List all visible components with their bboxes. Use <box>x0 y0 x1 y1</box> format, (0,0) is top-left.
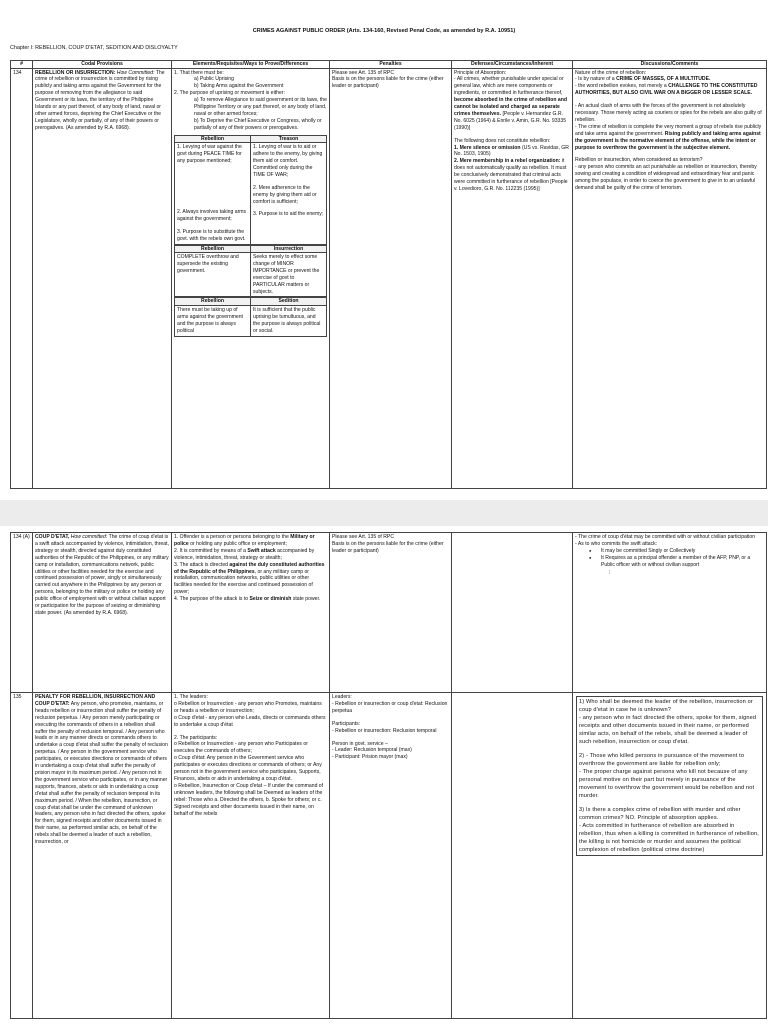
codal-provision: COUP D'ETAT, How committed: The crime of coup d'etat is a swift attack accompanied by violence, intimidation, threat, strategy or stealth, directed against duly constituted authorities of the Republic of the Philippines, or any military camp or installation, communications network, public utilities or other facilities needed for the exercise and continued possession of power, singly or simultaneously carried out anywhere in the Philippines by any person or persons, belonging to the military or police or holding any public office of employment with or without civilian support or participation for the purpose of seizing or diminishing state power. (As amended by R.A. 6968). <box>33 533 172 693</box>
rebellion-vs-treason-table: Rebellion Treason 1. Levying of war against the govt during PEACE TIME for any purpose mentioned; 2. Always involves taking arms against the government; 3. Purpose is to substitute the govt. with the rebels own govt. 1. Levying of war is to aid or adhere to the enemy, by giving them aid or comfort. Committed only during the TIME OF WAR; 2. Mere adherence to the enemy by giving them aid or comfort is sufficient; 3. Purpose is to aid the enemy; <box>174 135 327 245</box>
rebellion-vs-sedition-table: Rebellion Sedition There must be taking up of arms against the government and the purpose is always political It is sufficient that the public uprising be tumultuous, and the purpose is always political or social. <box>174 297 327 336</box>
chapter-heading: Chapter I: REBELLION, COUP D'ETAT, SEDITION AND DISLOYALTY <box>10 45 178 51</box>
penalties-cell: Please see Art. 135 of RPC Basis is on the persons liable for the crime (either leader or participant) <box>330 533 452 693</box>
table-row-134a <box>11 533 767 693</box>
article-number: 134 (A) <box>11 533 33 693</box>
table-header-row <box>11 61 767 69</box>
header-defenses: Defenses/Circumstances/Inherent <box>452 61 573 69</box>
document-page-2 <box>0 526 768 1024</box>
header-codal: Codal Provisions <box>33 61 172 69</box>
document-page-1 <box>0 0 768 500</box>
article-number: 135 <box>11 693 33 1019</box>
header-penalties: Penalties <box>330 61 452 69</box>
crimes-table-page-1 <box>10 60 767 489</box>
penalties-cell: Leaders: - Rebellion or insurrection or coup d'etat: Reclusion perpetua Participants: - Rebellion or insurrection: Reclusion temporal Person in govt. service – - Leader: Reclusion temporal (max) - Participant: Prision mayor (max) <box>330 693 452 1019</box>
defenses-cell: Principle of Absorption: - All crimes, whether punishable under special or general law, which are mere components or ingredients, or committed in furtherance thereof, become absorbed in the crime of rebellion and cannot be isolated and charged as separate crimes themselves. [People v. Hernandez G.R. No. 6025 (1964) & Enrile v. Amin, G.R. No. 93335 (1990)] The following does not constitute rebellion: 1. Mere silence or omission (US vs. Ravidas, GR No. 1503, 1905) 2. Mere membership in a rebel organization: it does not automatically qualify as rebellion. It must be conclusively demonstrated that criminal acts were committed in furtherance of rebellion [People v. Lovedioro, G.R. No. 112235 (1995)] <box>452 68 573 488</box>
header-discussions: Discussions/Comments <box>573 61 767 69</box>
discussions-cell: Nature of the crime of rebellion: - Is by nature of a CRIME OF MASSES, OF A MULTITUDE. - the word rebellion evokes, not merely a CHALLENGE TO THE CONSTITUTED AUTHORITIES, BUT ALSO CIVIL WAR ON A BIGGER OR LESSER SCALE. - An actual clash of arms with the forces of the government is not absolutely necessary. Those merely acting as couriers or spies for the rebels are also guilty of rebellion. - The crime of rebellion is complete the very moment a group of rebels rise publicly and take arms against the government. Rising publicly and taking arms against the government is the normative element of the offense, while the intent or purpose to overthrow the government is the subjective element. Rebellion or insurrection, when considered as terrorism? - any person who commits an act punishable as rebellion or insurrection, thereby sowing and creating a condition of widespread and extraordinary fear and panic among the populace, in order to coerce the government to give in to an unlawful demand shall be guilty of the crime of terrorism. <box>573 68 767 488</box>
rebellion-vs-insurrection-table: Rebellion Insurrection COMPLETE overthrow and supersede the existing government. Seeks merely to effect some change of MINOR IMPORTANCE or prevent the exercise of govt to PARTICULAR matters or subjects. <box>174 245 327 298</box>
elements-cell: 1. The leaders: o Rebellion or Insurrection - any person who Promotes, maintains or heads a rebellion or insurrection; o Coup d'etat - any person who Leads, directs or commands others to undertake a coup d'état 2. The participants: o Rebellion or Insurrection - any person who Participates or executes the commands of others; o Coup d'état: Any person in the Government service who participates or executes directions or commands of others; or Any person not in the government service who participates, Supports, Finances, abets or aids in undertaking a coup d'état. o Rebellion, Insurrection or Coup d'etat – If under the command of unknown leaders, the following shall be Deemed as leaders of the rebel: Those who a. Directed the others, b. Spoke for others; or c. Signed receipts and other documents issued in their name, on behalf of the rebels <box>172 693 330 1019</box>
discussions-cell <box>573 693 767 1019</box>
discussion-box: 1) Who shall be deemed the leader of the rebellion, insurrection or coup d'etat in case he is unknown? - any person who in fact directed the others, spoke for them, signed receipts and other documents issued in their name, or performed similar acts, on behalf of the rebels, shall be deemed a leader of such rebellion, insurrection or coup d'etat. 2) - Those who killed persons in pursuance of the movement to overthrow the government are liable for rebellion only; - The proper charge against persons who kill not because of any personal motive on their part but merely in pursuance of the movement to overthrow the government would be rebellion and not murder. 3) Is there a complex crime of rebellion with murder and other common crimes? NO. Principle of absorption applies. - Acts committed in furtherance of rebellion are absorbed in rebellion, thus when a killing is committed in furtherance of rebellion, the killing is not homicide or murder and assumes the political complexion of rebellion (political crime doctrine) <box>576 696 763 856</box>
header-elements: Elements/Requisites/Ways to Prove/Differences <box>172 61 330 69</box>
elements-cell: 1. That there must be: a) Public Uprising b) Taking Arms against the Government 2. The purpose of uprising or movement is either: a) To remove Allegiance to said government or its laws, the Philippine Territory or any part thereof, or any body of land, naval or other armed forces; b) To Deprive the Chief Executive or Congress, wholly or partially of any of their powers or prerogatives. Rebellion Treason 1. Levying of war against the govt during PEACE TIME for any purpose mentioned; 2. Always involves taking arms against the government; 3. Purpose is to substitute the govt. with the rebels own govt. 1. Levying of war is to aid or adhere to the enemy, by giving them aid or comfort. Committed only during the TIME OF WAR; 2. Mere adherence to the enemy by giving them aid or comfort is sufficient; 3. Purpose is to aid the enemy; Rebellion Insurrection COMPLETE overthrow and supersede the existing government. Seeks merely to effect some change of MINOR IMPORTANCE or prevent the exercise of govt to PARTICULAR matters or subjects. Rebellion Sedition There must be taking up of arms against the government and the purpose is always political It is sufficient that the public uprising be tumultuous, and the purpose is always political or social. <box>172 68 330 488</box>
article-number: 134 <box>11 68 33 488</box>
defenses-cell <box>452 693 573 1019</box>
header-number: # <box>11 61 33 69</box>
penalties-cell: Please see Art. 135 of RPC Basis is on the persons liable for the crime (either leader or participant) <box>330 68 452 488</box>
codal-provision: REBELLION OR INSURRECTION: How Committed: The crime of rebellion or insurrection is committed by rising publicly and taking arms against the Government for the purpose of removing from the allegiance to said Government or its laws, the territory of the Philippine Islands or any part thereof, of any body of land, naval or other armed forces, depriving the Chief Executive or the Legislature, wholly or partially, of any of their powers or prerogatives. (As amended by R.A. 6968). <box>33 68 172 488</box>
defenses-cell <box>452 533 573 693</box>
table-row-135 <box>11 693 767 1019</box>
document-title: CRIMES AGAINST PUBLIC ORDER (Arts. 134-160, Revised Penal Code, as amended by R.A. 10951) <box>252 28 516 34</box>
crimes-table-page-2 <box>10 532 767 1019</box>
elements-cell: 1. Offender is a person or persons belonging to the Military or police or holding any public office or employment; 2. It is committed by means of a Swift attack accompanied by violence, intimidation, threat, strategy or stealth; 3. The attack is directed against the duly constituted authorities of the Republic of the Philippines, or any military camp or installation, communication networks, public utilities or other facilities needed for the exercise and continued possession of power; 4. The purpose of the attack is to Seize or diminish state power. <box>172 533 330 693</box>
discussions-cell: - The crime of coup d'état may be committed with or without civilian participation - As to who commits the swift attack: ● It may be committed Singly or Collectively ● It Requires as a principal offender a member of the AFP, PNP, or a Public officer with or without civilian support ; <box>573 533 767 693</box>
table-row-134 <box>11 68 767 488</box>
codal-provision: PENALTY FOR REBELLION, INSURRECTION AND COUP D'ETAT: Any person, who promotes, maintains, or heads rebellion or insurrection shall suffer the penalty of reclusion perpetua. / Any person merely participating or executing the commands of others in a rebellion shall suffer the penalty of reclusion temporal. / Any person who leads or in any manner directs or commands others to undertake a coup d'etat shall suffer the penalty of reclusion perpetua. / Any person in the government service who participates, or executes directions or commands of others in undertaking a coup d'etat shall suffer the penalty of prision mayor in its maximum period. / Any person not in the government service who participates, or in any manner supports, finances, abets or aids in undertaking a coup d'etat shall suffer the penalty of reclusion temporal in its maximum period. / When the rebellion, insurrection, or coup d'etat shall be under the command of unknown leaders, any person who in fact directed the others, spoke for them, signed receipts and other documents issued in their name, as performed similar acts, on behalf of the rebels shall be deemed a leader of such a rebellion, insurrection, or <box>33 693 172 1019</box>
